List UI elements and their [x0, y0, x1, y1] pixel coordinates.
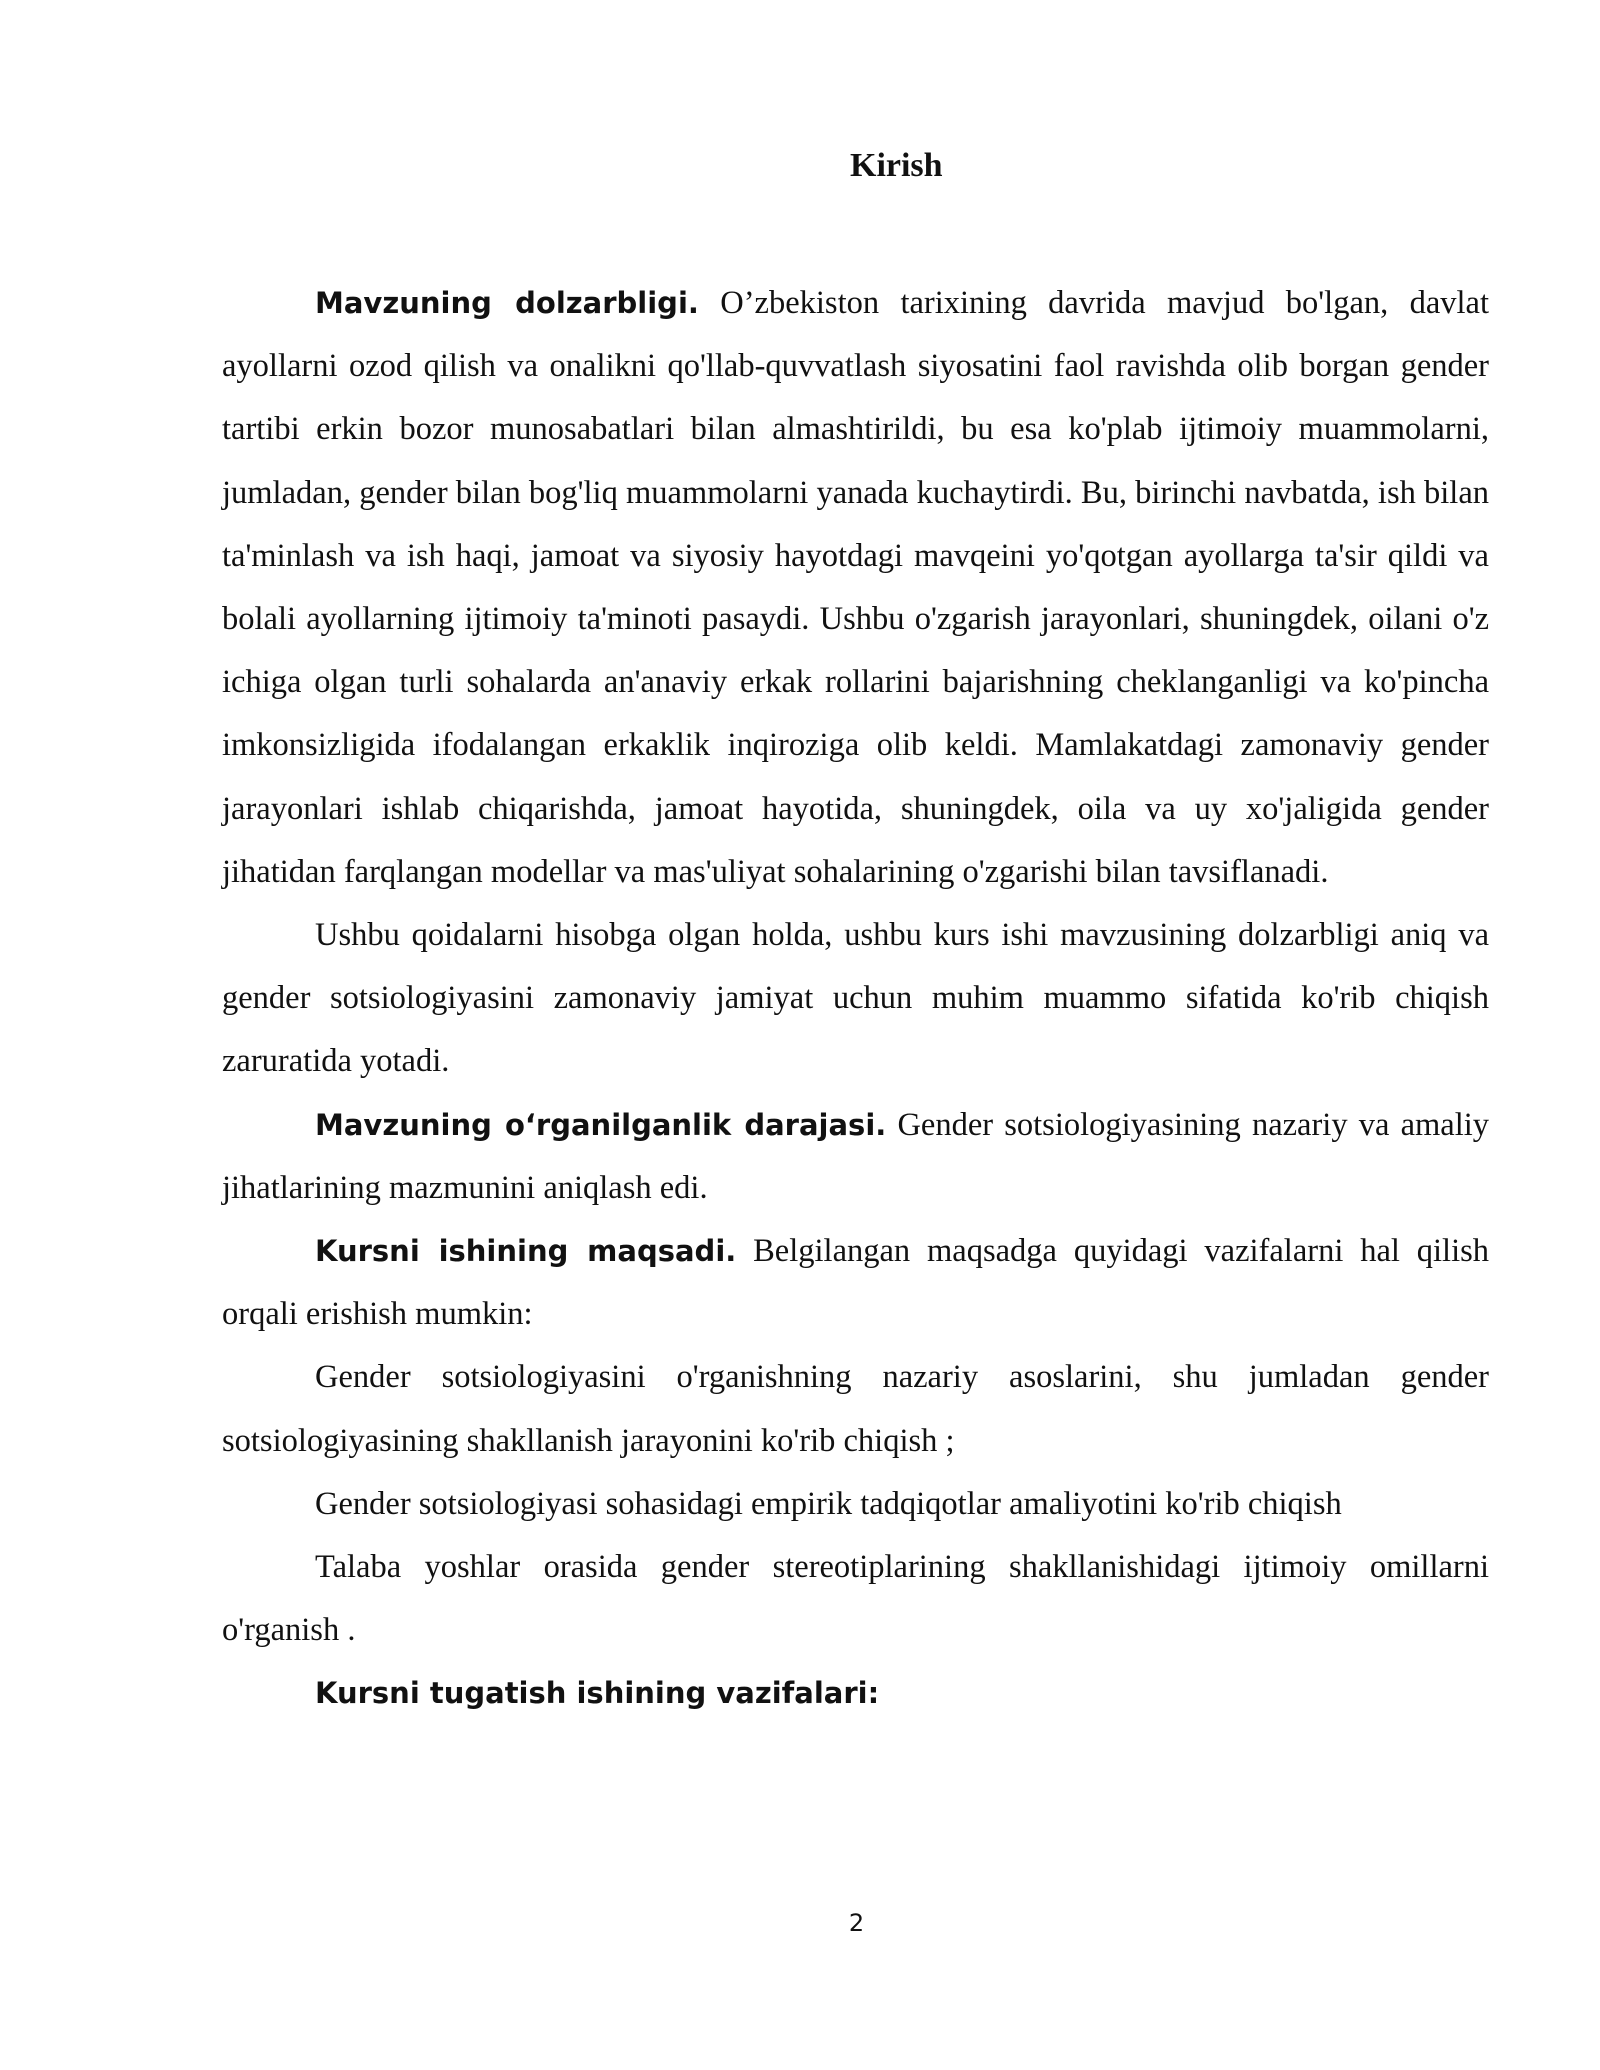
paragraph-task-3	[222, 1536, 1489, 1662]
paragraph-heading: Mavzuning oʻrganilganlik darajasi.	[315, 1107, 887, 1142]
document-body	[222, 272, 1489, 1726]
paragraph-relevance	[222, 272, 1489, 904]
paragraph-heading: Mavzuning dolzarbligi.	[315, 286, 699, 320]
paragraph-text: Belgilangan maqsadga quyidagi vazifalarni hal qilish orqali erishish mumkin:	[222, 1233, 1489, 1333]
page-number: 2	[848, 1909, 865, 1937]
paragraph-task-2	[222, 1473, 1489, 1536]
paragraph-study-level	[222, 1094, 1489, 1220]
paragraph-goal	[222, 1220, 1489, 1346]
paragraph-text: Gender sotsiologiyasining nazariy va amaliy jihatlarining mazmunini aniqlash edi.	[222, 1106, 1490, 1206]
paragraph-text: Talaba yoshlar orasida gender stereotiplarining shakllanishidagi ijtimoiy omillarni o'rganish .	[222, 1549, 1489, 1649]
paragraph-text: Gender sotsiologiyasini o'rganishning nazariy asoslarini, shu jumladan gender sotsiologiyasining shakllanish jarayonini ko'rib chiqish ;	[222, 1359, 1489, 1459]
paragraph-heading: Kursni tugatish ishining vazifalari:	[315, 1676, 880, 1711]
paragraph-text: Gender sotsiologiyasi sohasidagi empirik tadqiqotlar amaliyotini ko'rib chiqish	[315, 1485, 1342, 1522]
paragraph-task-1	[222, 1346, 1489, 1472]
paragraph-rules	[222, 904, 1489, 1094]
paragraph-heading: Kursni ishining maqsadi.	[315, 1234, 737, 1269]
title-row	[0, 146, 1600, 190]
page-title: Kirish	[850, 147, 943, 184]
paragraph-text: Ushbu qoidalarni hisobga olgan holda, ushbu kurs ishi mavzusining dolzarbligi aniq va gender sotsiologiyasini zamonaviy jamiyat uchun muhim muammo sifatida ko'rib chiqish zaruratida yotadi.	[222, 917, 1489, 1080]
paragraph-text: O’zbekiston tarixining davrida mavjud bo'lgan, davlat ayollarni ozod qilish va onalikni qo'llab-quvvatlash siyosatini faol ravishda olib borgan gender tartibi erkin bozor munosabatlari bilan almashtirildi, bu esa ko'plab ijtimoiy muammolarni, jumladan, gender bilan bog'liq muammolarni yanada kuchaytirdi. Bu, birinchi navbatda, ish bilan ta'minlash va ish haqi, jamoat va siyosiy hayotdagi mavqeini yo'qotgan ayollarga ta'sir qildi va bolali ayollarning ijtimoiy ta'minoti pasaydi. Ushbu o'zgarish jarayonlari, shuningdek, oilani o'z ichiga olgan turli sohalarda an'anaviy erkak rollarini bajarishning cheklanganligi va ko'pincha imkonsizligida ifodalangan erkaklik inqiroziga olib keldi. Mamlakatdagi zamonaviy gender jarayonlari ishlab chiqarishda, jamoat hayotida, shuningdek, oila va uy xo'jaligida gender jihatidan farqlangan modellar va mas'uliyat sohalarining o'zgarishi bilan tavsiflanadi.	[222, 285, 1490, 890]
paragraph-objectives	[222, 1662, 1489, 1725]
